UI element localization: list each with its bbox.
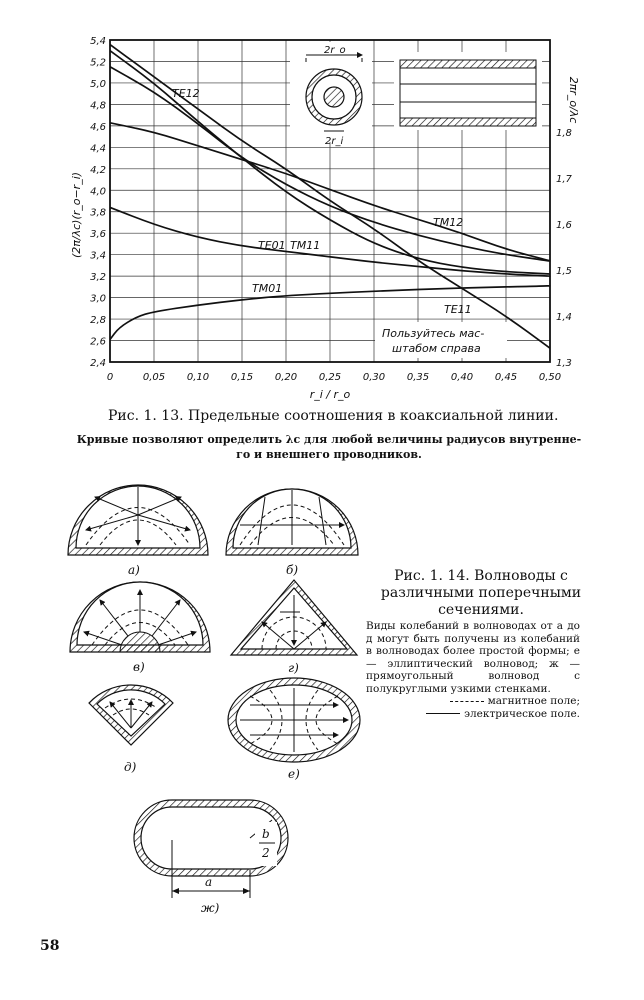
x-tick-label: 0,40 <box>450 372 474 383</box>
sublabel-b: б) <box>286 563 299 577</box>
sublabel-zh: ж) <box>201 901 220 915</box>
note-line-1: Пользуйтесь мас- <box>382 327 485 340</box>
x-tick-label: 0,35 <box>406 372 430 383</box>
legend-dashed-line <box>450 701 484 702</box>
figure14-caption-body <box>366 620 580 720</box>
figure13-caption-body: Кривые позволяют определить λc для любой величины радиусов внутренне-го и внешнего проводников. <box>76 433 582 461</box>
y-right-tick-label: 1,7 <box>556 174 572 185</box>
x-tick-label: 0,45 <box>494 372 518 383</box>
sublabel-e: е) <box>288 767 300 781</box>
x-tick-label: 0,20 <box>274 372 298 383</box>
x-tick-label: 0,15 <box>230 372 254 383</box>
y-right-tick-label: 1,8 <box>556 128 572 139</box>
y-right-tick-label: 1,6 <box>556 220 572 231</box>
figure14-caption-title: Рис. 1. 14. Волноводы с различными поперечными сечениями. <box>380 568 582 618</box>
dim-b-numerator: b <box>262 827 270 841</box>
y-left-axis-label: (2π/λc)(r_o−r_i) <box>70 171 83 259</box>
inset-label-2ro: 2r_o <box>324 45 346 56</box>
x-axis-ticks <box>107 372 561 383</box>
y-left-tick-label: 4,0 <box>90 186 106 198</box>
page-number: 58 <box>40 938 60 954</box>
inset-label-2ri: 2r_i <box>325 136 344 147</box>
y-left-tick-label: 2,8 <box>90 315 106 327</box>
y-left-tick-label: 4,8 <box>90 100 106 112</box>
curve-label-te01: TE01 <box>258 239 286 252</box>
sublabel-v: в) <box>133 660 145 674</box>
waveguide-g <box>231 580 357 675</box>
legend-electric-label: электрическое поле. <box>464 707 580 720</box>
waveguide-b <box>226 489 358 577</box>
y-right-axis-label: 2πr_o/λc <box>567 76 580 124</box>
waveguide-e <box>228 678 360 781</box>
y-right-tick-label: 1,3 <box>556 358 572 369</box>
y-right-tick-label: 1,5 <box>556 266 572 277</box>
x-tick-label: 0,30 <box>362 372 386 383</box>
waveguide-d <box>89 685 173 774</box>
curve-label-tm01: TM01 <box>252 282 283 295</box>
coax-cross-section <box>290 42 372 147</box>
curve-label-tm12: TM12 <box>433 216 464 229</box>
y-left-tick-label: 3,6 <box>90 229 106 241</box>
y-left-axis-ticks <box>90 36 106 369</box>
dim-b-denominator: 2 <box>262 846 270 860</box>
y-right-tick-label: 1,4 <box>556 312 572 323</box>
y-left-tick-label: 3,4 <box>90 250 106 262</box>
y-left-tick-label: 2,6 <box>90 336 106 348</box>
figure14-body-text: Виды колебаний в волноводах от а до д могут быть получены из колебаний в волноводах более простой формы; е — эллиптический волновод; ж — прямоугольный волновод с полукруглыми узкими стенками. <box>366 620 580 695</box>
waveguide-a <box>68 485 208 577</box>
x-tick-label: 0,50 <box>538 372 562 383</box>
y-left-tick-label: 3,0 <box>90 293 106 305</box>
dim-a: a <box>205 875 213 889</box>
y-left-tick-label: 4,6 <box>90 121 106 133</box>
legend-magnetic-label: магнитное поле; <box>487 695 580 707</box>
legend-solid-line <box>426 713 460 714</box>
legend-electric <box>366 708 580 721</box>
x-axis-label: r_i / r_o <box>309 388 351 401</box>
legend-magnetic <box>366 695 580 708</box>
curve-label-te12: TE12 <box>172 87 200 100</box>
waveguide-zh <box>134 800 288 915</box>
x-tick-label: 0 <box>106 372 114 383</box>
y-left-tick-label: 3,2 <box>90 272 106 284</box>
y-left-tick-label: 2,4 <box>90 358 106 369</box>
x-tick-label: 0,10 <box>186 372 210 383</box>
y-left-tick-label: 4,4 <box>90 143 106 155</box>
curve-label-te11: TE11 <box>444 303 472 316</box>
coax-longitudinal-section <box>394 52 542 130</box>
sublabel-g: г) <box>288 661 299 675</box>
y-left-tick-label: 5,2 <box>90 57 106 69</box>
y-left-tick-label: 3,8 <box>90 207 106 219</box>
sublabel-d: д) <box>124 760 137 774</box>
y-left-tick-label: 5,0 <box>90 78 106 90</box>
x-tick-label: 0,25 <box>318 372 342 383</box>
note-line-2: штабом справа <box>392 342 481 355</box>
y-right-axis-ticks <box>556 128 573 369</box>
figure13-caption-title: Рис. 1. 13. Предельные соотношения в коаксиальной линии. <box>108 408 559 424</box>
x-tick-label: 0,05 <box>142 372 166 383</box>
sublabel-a: а) <box>128 563 140 577</box>
y-left-tick-label: 5,4 <box>90 36 106 47</box>
curve-label-tm11: TM11 <box>290 239 321 252</box>
waveguide-v <box>70 582 210 674</box>
y-left-tick-label: 4,2 <box>90 164 106 176</box>
